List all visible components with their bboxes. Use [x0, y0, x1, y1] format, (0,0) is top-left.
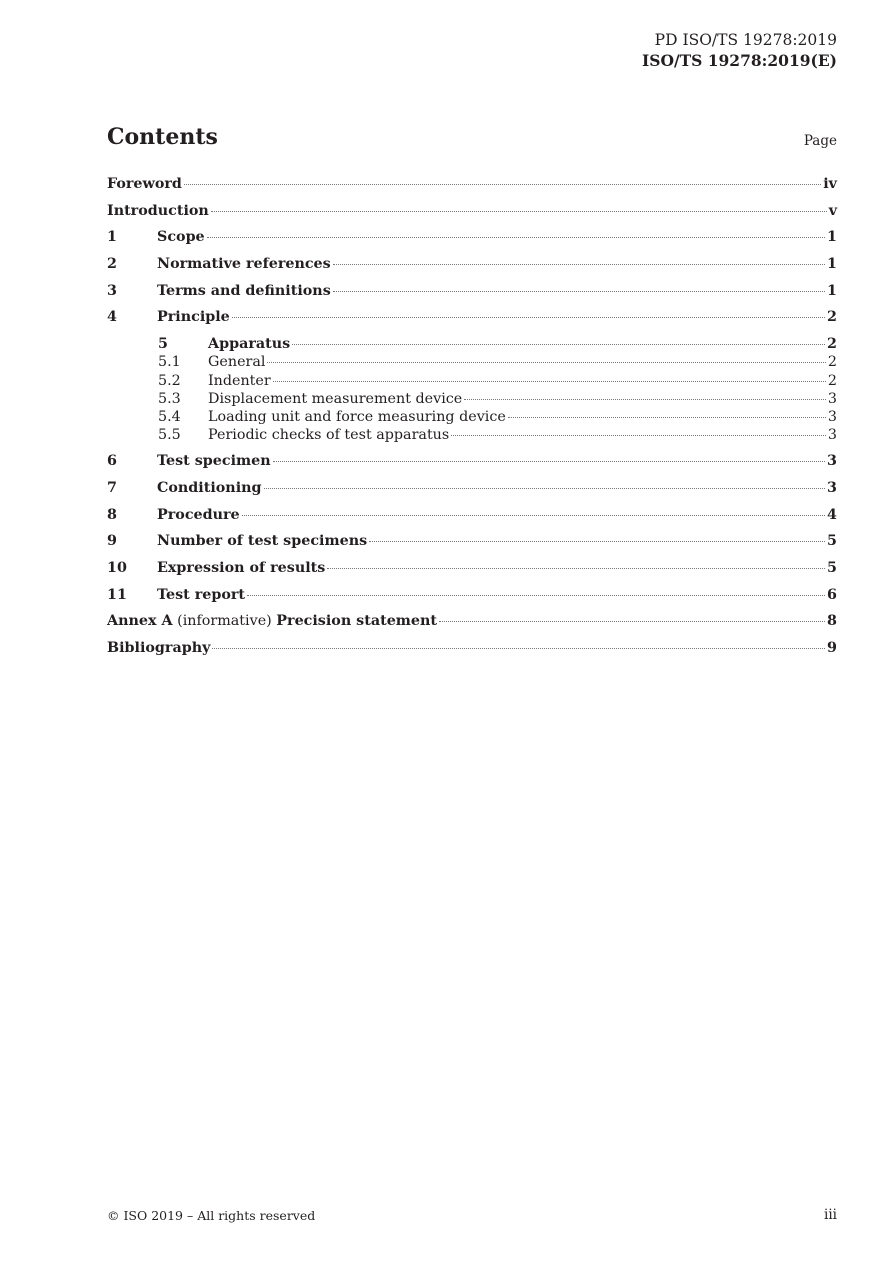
toc-entry-number: 11	[107, 586, 127, 603]
toc-leader-dots	[264, 488, 826, 489]
toc-entry-page: 4	[827, 506, 837, 523]
toc-entry-annex-type: (informative)	[172, 613, 277, 630]
toc-leader-dots	[369, 541, 825, 542]
toc-entry-page: 3	[827, 390, 837, 407]
toc-entry-bibliography[interactable]	[107, 640, 837, 667]
toc-entry-title: Number of test specimens	[157, 533, 368, 550]
toc-leader-dots	[333, 291, 825, 292]
toc-leader-dots	[247, 595, 825, 596]
toc-entry-title: Periodic checks of test apparatus	[208, 427, 450, 444]
toc-entry-normative-references[interactable]	[107, 256, 837, 283]
toc-entry-page: iv	[823, 176, 837, 192]
toc-entry-displacement-measurement-device[interactable]	[107, 391, 837, 409]
toc-entry-title: Scope	[157, 229, 205, 246]
page-column-label: Page	[803, 133, 837, 149]
toc-leader-dots	[273, 381, 826, 382]
toc-entry-number: 5.2	[158, 372, 181, 389]
toc-leader-dots	[184, 184, 821, 185]
toc-entry-number: 3	[107, 282, 117, 299]
toc-entry-page: 2	[827, 309, 837, 326]
toc-entry-conditioning[interactable]	[107, 480, 837, 507]
toc-entry-scope[interactable]	[107, 229, 837, 256]
toc-entry-test-report[interactable]	[107, 587, 837, 614]
toc-entry-title: Terms and definitions	[157, 282, 331, 299]
toc-entry-number: 8	[107, 506, 117, 523]
toc-entry-terms-and-definitions[interactable]	[107, 283, 837, 310]
toc-leader-dots	[439, 621, 825, 622]
toc-leader-dots	[267, 362, 825, 363]
toc-leader-dots	[211, 211, 827, 212]
toc-entry-page: 2	[827, 336, 837, 353]
toc-entry-title: Annex A	[107, 613, 173, 630]
toc-entry-general[interactable]	[107, 354, 837, 372]
toc-entry-procedure[interactable]	[107, 507, 837, 534]
toc-leader-dots	[292, 344, 825, 345]
toc-entry-page: 1	[827, 256, 837, 273]
toc-entry-title: Apparatus	[208, 336, 291, 353]
toc-entry-number: 9	[107, 533, 117, 550]
toc-entry-title: Foreword	[107, 176, 182, 192]
toc-entry-number: 10	[107, 560, 127, 576]
toc-leader-dots	[333, 264, 825, 265]
toc-entry-number: 6	[107, 453, 117, 470]
toc-leader-dots	[212, 648, 825, 649]
toc-entry-periodic-checks[interactable]	[107, 427, 837, 445]
toc-leader-dots	[207, 237, 825, 238]
toc-leader-dots	[232, 317, 825, 318]
toc-entry-number: 5.5	[158, 427, 181, 444]
toc-entry-principle[interactable]	[107, 309, 837, 336]
toc-entry-page: 9	[827, 640, 837, 657]
table-of-contents	[107, 176, 837, 667]
toc-entry-number: 1	[107, 229, 117, 246]
toc-entry-apparatus[interactable]	[107, 336, 837, 354]
toc-entry-number: 4	[107, 309, 117, 326]
toc-entry-title: Indenter	[208, 372, 271, 389]
toc-entry-annex-title: Precision statement	[276, 613, 438, 630]
toc-leader-dots	[242, 515, 825, 516]
toc-entry-number: 5.1	[158, 354, 181, 371]
toc-entry-number: 7	[107, 479, 117, 496]
toc-entry-page: 6	[827, 586, 837, 603]
toc-leader-dots	[451, 435, 826, 436]
toc-entry-title: Introduction	[107, 202, 209, 219]
toc-entry-loading-unit[interactable]	[107, 409, 837, 427]
toc-entry-page: 5	[827, 560, 837, 576]
toc-entry-number: 5	[158, 336, 168, 353]
toc-entry-title: Test report	[157, 586, 246, 603]
toc-entry-page: 1	[827, 229, 837, 246]
page-number: iii	[824, 1207, 837, 1223]
toc-entry-number: 5.4	[158, 408, 181, 425]
toc-entry-page: 1	[827, 282, 837, 299]
contents-title: Contents	[107, 124, 218, 150]
toc-entry-test-specimen[interactable]	[107, 453, 837, 480]
toc-entry-annex-a[interactable]	[107, 613, 837, 640]
toc-entry-page: 5	[827, 533, 837, 550]
toc-entry-title: Bibliography	[107, 640, 211, 657]
document-id: PD ISO/TS 19278:2019	[654, 31, 837, 49]
toc-leader-dots	[508, 417, 826, 418]
document-id-edition: ISO/TS 19278:2019(E)	[642, 51, 837, 70]
toc-entry-indenter[interactable]	[107, 373, 837, 391]
toc-leader-dots	[464, 399, 826, 400]
toc-entry-title: Test specimen	[157, 453, 271, 470]
toc-leader-dots	[327, 568, 825, 569]
toc-entry-page: 8	[827, 613, 837, 630]
toc-entry-title: Conditioning	[157, 479, 262, 496]
toc-entry-title: Procedure	[157, 506, 240, 523]
toc-leader-dots	[273, 461, 825, 462]
toc-entry-number: 5.3	[158, 390, 181, 407]
toc-entry-title: Normative references	[157, 256, 331, 273]
toc-entry-title: Principle	[157, 309, 230, 326]
copyright-notice: © ISO 2019 – All rights reserved	[107, 1208, 316, 1223]
toc-entry-page: 2	[827, 372, 837, 389]
toc-entry-page: 3	[827, 408, 837, 425]
toc-entry-title: Expression of results	[157, 560, 326, 576]
toc-entry-foreword[interactable]	[107, 176, 837, 203]
toc-entry-title: Displacement measurement device	[208, 390, 463, 407]
toc-entry-page: v	[828, 202, 837, 219]
toc-entry-introduction[interactable]	[107, 203, 837, 230]
toc-entry-title: General	[208, 354, 266, 371]
toc-entry-page: 3	[827, 453, 837, 470]
toc-entry-page: 2	[827, 354, 837, 371]
toc-entry-page: 3	[827, 427, 837, 444]
toc-entry-expression-of-results[interactable]	[107, 560, 837, 587]
toc-entry-number-of-test-specimens[interactable]	[107, 533, 837, 560]
toc-entry-page: 3	[827, 479, 837, 496]
toc-entry-number: 2	[107, 256, 117, 273]
toc-entry-title: Loading unit and force measuring device	[208, 408, 506, 425]
